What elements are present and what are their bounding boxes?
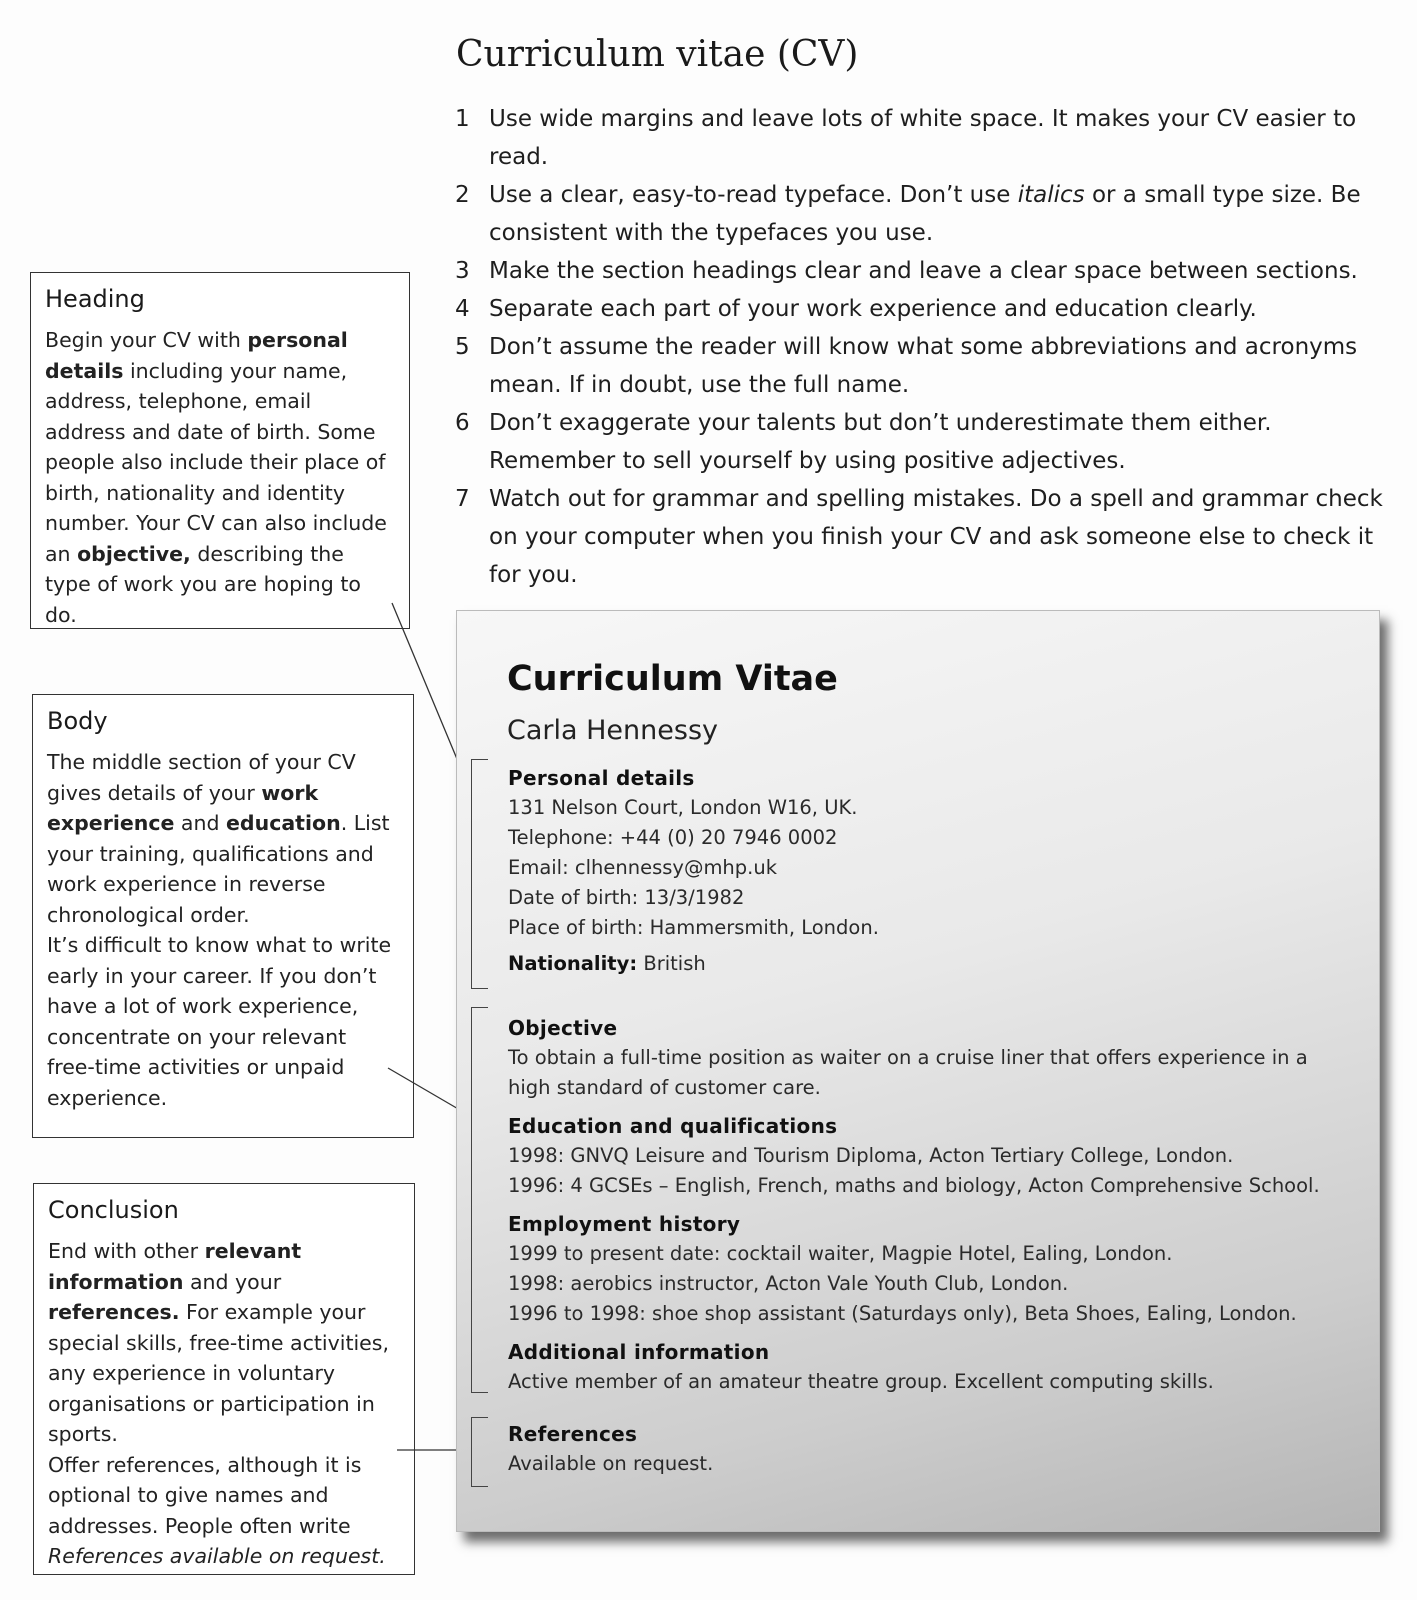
tip-text: Separate each part of your work experience and education clearly.: [489, 296, 1257, 322]
box-text-bold: personal details: [45, 328, 348, 383]
box-text-part: Offer references, although it is optional to give names and addresses. People often write: [48, 1452, 362, 1538]
box-text-part: . List your training, qualifications and work experience in reverse chronological order.: [47, 811, 390, 927]
tip-number: 1: [455, 106, 470, 132]
cv-telephone: Telephone: +44 (0) 20 7946 0002: [508, 826, 838, 849]
cv-objective: [508, 1013, 1338, 1103]
conclusion-bracket: [471, 1417, 488, 1487]
cv-date-of-birth: Date of birth: 13/3/1982: [508, 886, 745, 909]
cv-objective-line: To obtain a full-time position as waiter on a cruise liner that offers experience in a: [508, 1046, 1308, 1069]
box-text-bold: references.: [48, 1300, 180, 1324]
cv-employment-line: 1999 to present date: cocktail waiter, Magpie Hotel, Ealing, London.: [508, 1242, 1173, 1265]
cv-section-heading: References: [508, 1422, 638, 1446]
cv-section-heading: Additional information: [508, 1340, 770, 1364]
cv-nationality-value: British: [637, 952, 706, 975]
cv-education-line: 1998: GNVQ Leisure and Tourism Diploma, Acton Tertiary College, London.: [508, 1144, 1234, 1167]
cv-references-line: Available on request.: [508, 1452, 714, 1475]
cv-additional-line: Active member of an amateur theatre group. Excellent computing skills.: [508, 1370, 1214, 1393]
cv-employment-line: 1996 to 1998: shoe shop assistant (Saturdays only), Beta Shoes, Ealing, London.: [508, 1302, 1297, 1325]
cv-section-heading: Personal details: [508, 766, 695, 790]
cv-employment-line: 1998: aerobics instructor, Acton Vale Youth Club, London.: [508, 1272, 1069, 1295]
cv-section-heading: Education and qualifications: [508, 1114, 838, 1138]
cv-personal-details: [508, 763, 1338, 979]
box-text-part: and your: [183, 1269, 282, 1294]
box-text-part: End with other: [48, 1239, 205, 1263]
tip-number: 6: [455, 410, 470, 436]
tip-number: 2: [455, 182, 470, 208]
box-text-part: The middle section of your CV gives details of your: [47, 750, 356, 805]
tip-text: Don’t assume the reader will know what some abbreviations and acronyms mean. If in doubt, use the full name.: [489, 334, 1358, 398]
tip-text-part: or a small type size. Be consistent with the typefaces you use.: [489, 182, 1361, 246]
box-title: Body: [47, 707, 108, 735]
cv-place-of-birth: Place of birth: Hammersmith, London.: [508, 916, 879, 939]
box-text-part: Begin your CV with: [45, 328, 248, 352]
cv-education: [508, 1111, 1338, 1201]
cv-section-heading: Objective: [508, 1016, 618, 1040]
box-text-part: For example your special skills, free-time activities, any experience in voluntary organisations or participation in sports.: [48, 1300, 389, 1446]
page-title: Curriculum vitae (CV): [456, 34, 859, 75]
box-text-italic: References available on request.: [48, 1544, 386, 1568]
cv-nationality-label: Nationality:: [508, 952, 638, 975]
box-text-bold: education: [226, 811, 341, 835]
cv-email: Email: clhennessy@mhp.uk: [508, 856, 778, 879]
sample-cv-document: [456, 610, 1380, 1532]
cv-address: 131 Nelson Court, London W16, UK.: [508, 796, 858, 819]
cv-additional-information: [508, 1337, 1338, 1397]
tip-text-part: Use a clear, easy-to-read typeface. Don’t use: [489, 182, 1018, 208]
box-text-part: describing the type of work you are hoping to do.: [45, 541, 361, 627]
box-title: Conclusion: [48, 1196, 179, 1224]
cv-references: [508, 1419, 1338, 1479]
tip-text: Use wide margins and leave lots of white space. It makes your CV easier to read.: [489, 106, 1357, 170]
box-text-part: and: [174, 811, 227, 835]
tip-text: Don’t exaggerate your talents but don’t underestimate them either. Remember to sell yourself by using positive adjectives.: [489, 410, 1272, 474]
box-title: Heading: [45, 285, 145, 313]
box-text-bold: objective,: [77, 541, 191, 566]
heading-bracket: [471, 759, 488, 989]
cv-employment-history: [508, 1209, 1338, 1329]
box-text: It’s difficult to know what to write early in your career. If you don’t have a lot of work experience, concentrate on your relevant free-time activities or unpaid experience.: [47, 933, 392, 1110]
box-text-bold: relevant information: [48, 1239, 302, 1294]
cv-education-line: 1996: 4 GCSEs – English, French, maths and biology, Acton Comprehensive School.: [508, 1174, 1320, 1197]
tip-text: Make the section headings clear and leave a clear space between sections.: [489, 258, 1358, 284]
cv-name: Carla Hennessy: [507, 715, 718, 746]
tip-number: 4: [455, 296, 470, 322]
tip-text: Watch out for grammar and spelling mistakes. Do a spell and grammar check on your computer when you finish your CV and ask someone else to check it for you.: [489, 486, 1383, 588]
tip-number: 3: [455, 258, 470, 284]
cv-nationality: [508, 949, 1338, 979]
tip-number: 7: [455, 486, 470, 512]
tip-number: 5: [455, 334, 470, 360]
body-bracket: [471, 1007, 488, 1393]
cv-section-heading: Employment history: [508, 1212, 741, 1236]
tip-text-italic: italics: [1017, 182, 1085, 208]
cv-title: Curriculum Vitae: [507, 659, 838, 699]
box-text-part: including your name, address, telephone, email address and date of birth. Some people also include their place of birth, nationality and identity number. Your CV can also include an: [45, 358, 387, 566]
cv-objective-line: high standard of customer care.: [508, 1076, 821, 1099]
box-text-bold: work experience: [47, 780, 319, 835]
